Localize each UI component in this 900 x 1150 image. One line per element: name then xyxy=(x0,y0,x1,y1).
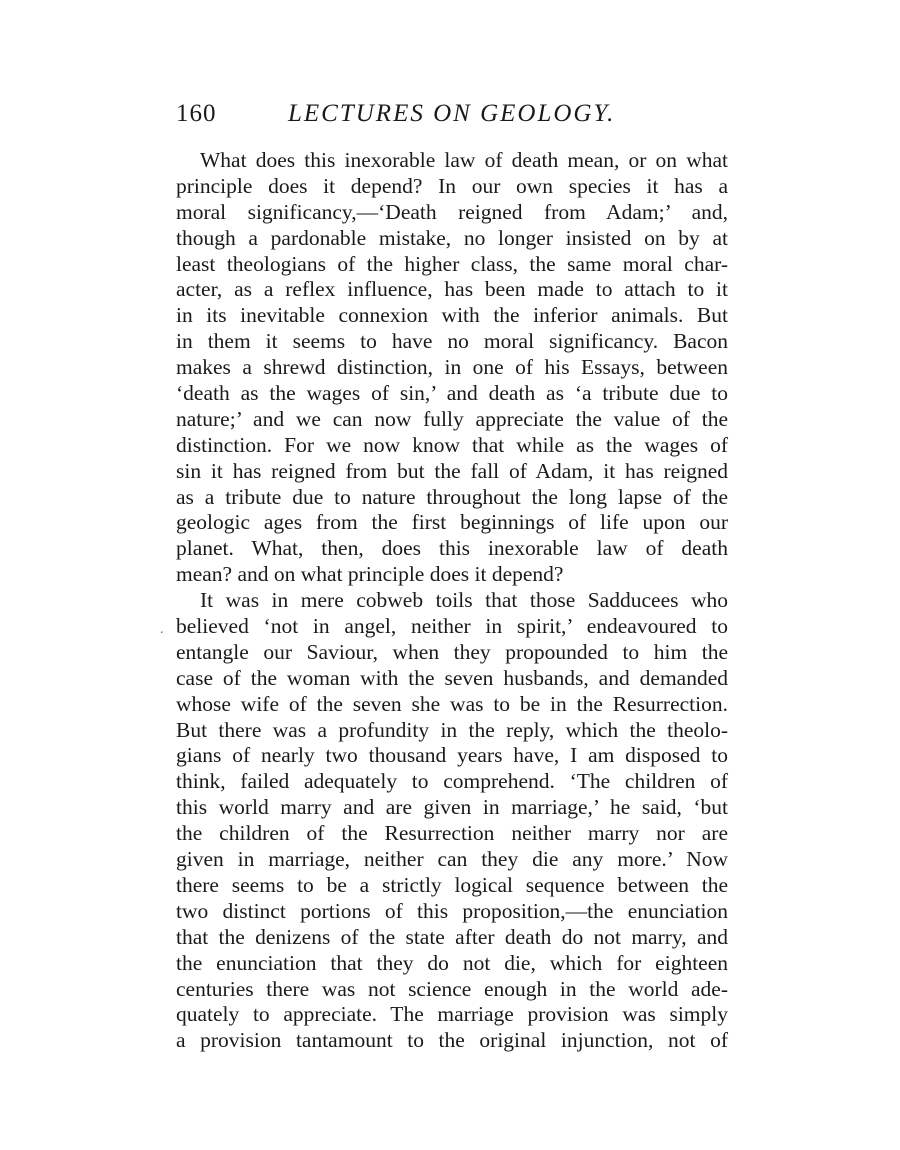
text-line: this world marry and are given in marriage,’ he said, ‘but xyxy=(176,795,728,820)
text-line: principle does it depend? In our own species it has a xyxy=(176,173,728,198)
page-number: 160 xyxy=(176,100,217,127)
text-line: centuries there was not science enough in the world ade- xyxy=(176,976,728,1001)
text-line: ‘death as the wages of sin,’ and death as ‘a tribute due to xyxy=(176,381,728,406)
text-line: quately to appreciate. The marriage provision was simply xyxy=(176,1002,728,1027)
text-line: in its inevitable connexion with the inferior animals. But xyxy=(176,303,728,328)
text-line: in them it seems to have no moral significancy. Bacon xyxy=(176,329,728,354)
text-line: a provision tantamount to the original injunction, not of xyxy=(176,1028,728,1053)
text-line: nature;’ and we can now fully appreciate the value of the xyxy=(176,406,728,431)
text-line: two distinct portions of this proposition,—the enunciation xyxy=(176,898,728,923)
text-line: as a tribute due to nature throughout the long lapse of the xyxy=(176,484,728,509)
text-line: entangle our Saviour, when they propounded to him the xyxy=(176,639,728,664)
text-line: makes a shrewd distinction, in one of his Essays, between xyxy=(176,355,728,380)
text-line: distinction. For we now know that while as the wages of xyxy=(176,432,728,457)
text-line: moral significancy,—‘Death reigned from Adam;’ and, xyxy=(176,199,728,224)
paragraph xyxy=(176,148,728,588)
text-line: But there was a profundity in the reply, which the theolo- xyxy=(176,717,728,742)
text-line: sin it has reigned from but the fall of Adam, it has reigned xyxy=(176,458,728,483)
text-line: given in marriage, neither can they die any more.’ Now xyxy=(176,847,728,872)
text-line: gians of nearly two thousand years have, I am disposed to xyxy=(176,743,728,768)
running-title: LECTURES ON GEOLOGY. xyxy=(288,100,616,127)
text-line: there seems to be a strictly logical sequence between the xyxy=(176,872,728,897)
text-line: though a pardonable mistake, no longer insisted on by at xyxy=(176,225,728,250)
running-header xyxy=(176,100,736,136)
text-line: acter, as a reflex influence, has been made to attach to it xyxy=(176,277,728,302)
text-line: that the denizens of the state after death do not marry, and xyxy=(176,924,728,949)
text-line: case of the woman with the seven husbands, and demanded xyxy=(176,665,728,690)
text-line: believed ‘not in angel, neither in spirit,’ endeavoured to xyxy=(176,614,728,639)
text-line: think, failed adequately to comprehend. ‘The children of xyxy=(176,769,728,794)
margin-dot: . xyxy=(160,622,164,637)
text-line: the enunciation that they do not die, which for eighteen xyxy=(176,950,728,975)
text-line: least theologians of the higher class, the same moral char- xyxy=(176,251,728,276)
text-line: planet. What, then, does this inexorable law of death xyxy=(176,536,728,561)
paragraph xyxy=(176,588,728,1054)
text-line: It was in mere cobweb toils that those Sadducees who xyxy=(200,588,728,613)
text-line: geologic ages from the first beginnings of life upon our xyxy=(176,510,728,535)
text-line: the children of the Resurrection neither marry nor are xyxy=(176,821,728,846)
text-line: whose wife of the seven she was to be in the Resurrection. xyxy=(176,691,728,716)
page-body xyxy=(176,148,728,1054)
text-line: What does this inexorable law of death mean, or on what xyxy=(200,148,728,172)
text-line: mean? and on what principle does it depend? xyxy=(176,562,564,587)
